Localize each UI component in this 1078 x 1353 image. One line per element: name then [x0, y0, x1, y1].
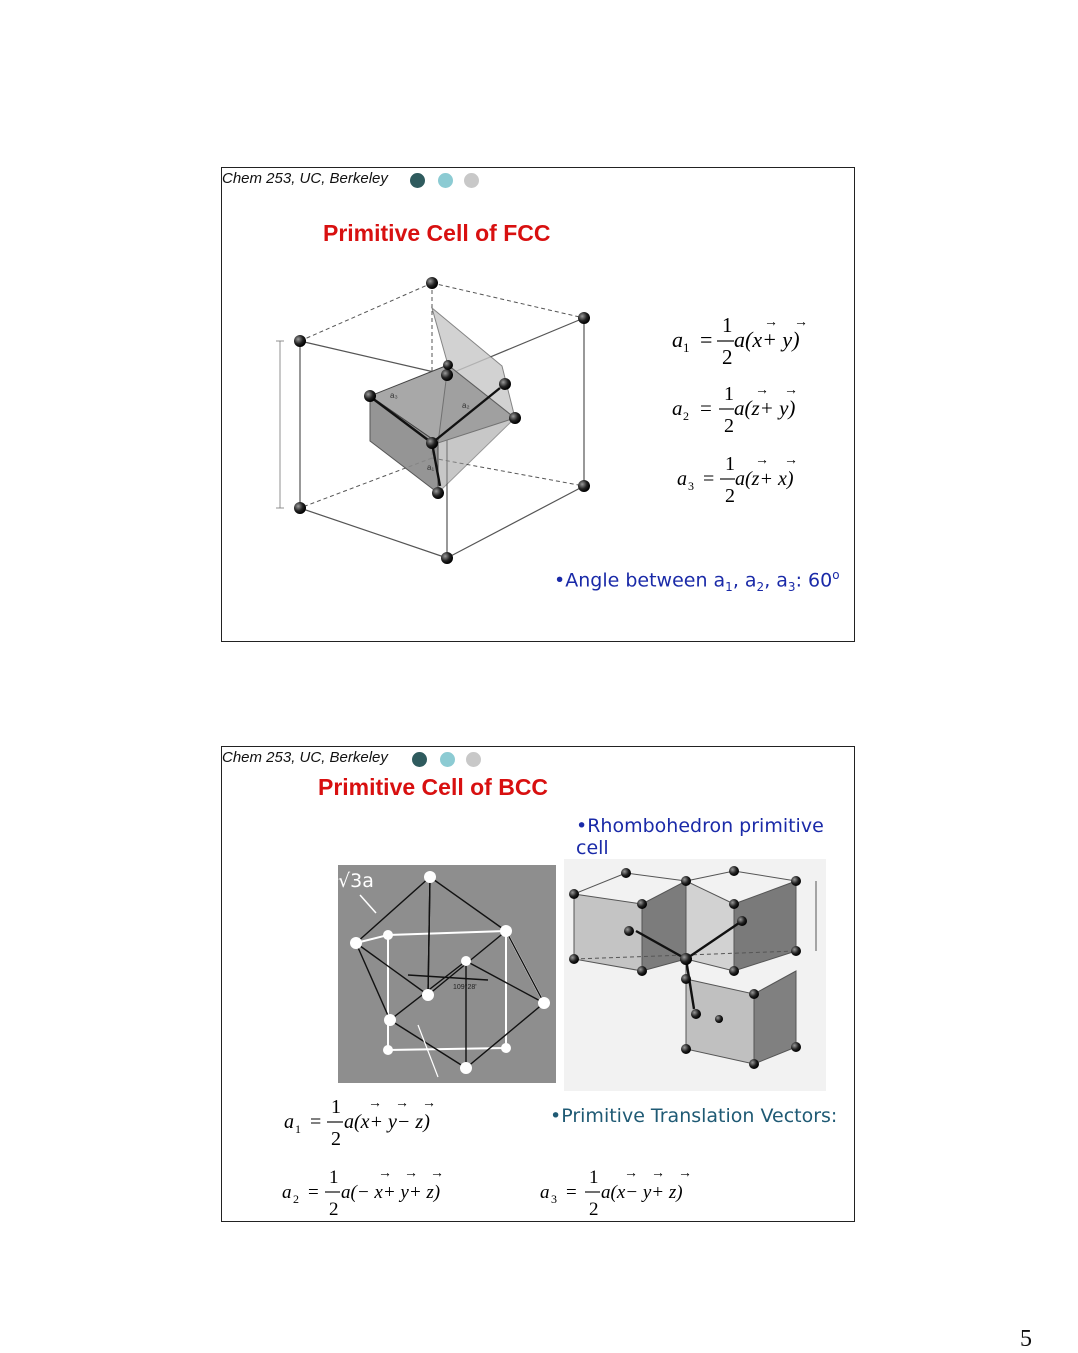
svg-text:→: →: [784, 383, 798, 398]
svg-text:→: →: [395, 1096, 409, 1111]
angle-label: 109°28': [453, 984, 477, 991]
svg-text:1: 1: [295, 1122, 301, 1136]
svg-text:→: →: [624, 1166, 638, 1181]
svg-text:a(z+ x): a(z+ x): [735, 468, 794, 490]
svg-text:=: =: [310, 1111, 322, 1133]
bcc-rhombohedron-figure: [338, 865, 556, 1083]
dot-grey: [464, 173, 479, 188]
svg-text:=: =: [700, 327, 713, 352]
svg-text:1: 1: [329, 1167, 339, 1188]
label-a2: a₂: [462, 401, 470, 410]
angle-note: •Angle between $a_1$, $a_2$, $a_3$: 60$^o$: [554, 568, 840, 595]
svg-text:→: →: [422, 1096, 436, 1111]
sqrt3a-label: √3a: [338, 870, 374, 892]
dot-grey: [466, 752, 481, 767]
svg-text:→: →: [794, 315, 808, 330]
svg-text:2: 2: [722, 345, 733, 369]
svg-text:=: =: [308, 1182, 319, 1203]
svg-text:1: 1: [683, 340, 690, 355]
svg-text:→: →: [678, 1166, 692, 1181]
svg-text:2: 2: [683, 409, 689, 423]
svg-text:2: 2: [293, 1192, 299, 1206]
svg-text:=: =: [566, 1182, 577, 1203]
equation-a3: [540, 1165, 740, 1226]
svg-text:2: 2: [331, 1128, 341, 1150]
slide-header: Chem 253, UC, Berkeley: [222, 170, 388, 187]
svg-text:1: 1: [725, 453, 735, 475]
equation-a3: [677, 452, 847, 513]
equation-a2: [282, 1165, 482, 1226]
svg-text:a: a: [282, 1182, 292, 1203]
svg-text:=: =: [703, 468, 715, 490]
svg-text:→: →: [378, 1166, 392, 1181]
svg-text:→: →: [651, 1166, 665, 1181]
rhombo-note: •Rhombohedron primitive cell: [576, 815, 824, 859]
svg-text:a: a: [540, 1182, 550, 1203]
slide-bcc: [221, 746, 855, 1222]
svg-text:a: a: [284, 1111, 294, 1133]
svg-text:2: 2: [589, 1199, 599, 1220]
dot-dark: [410, 173, 425, 188]
svg-text:→: →: [755, 453, 769, 468]
svg-text:→: →: [764, 315, 778, 330]
svg-text:a: a: [672, 327, 683, 352]
svg-text:a: a: [672, 396, 683, 420]
label-a3: a₃: [390, 391, 398, 400]
svg-text:1: 1: [724, 383, 734, 405]
svg-text:2: 2: [329, 1199, 339, 1220]
svg-text:→: →: [368, 1096, 382, 1111]
svg-text:→: →: [755, 383, 769, 398]
slide-title: Primitive Cell of BCC: [318, 774, 549, 800]
svg-text:→: →: [430, 1166, 444, 1181]
slide-title: Primitive Cell of FCC: [323, 220, 551, 246]
svg-text:2: 2: [724, 415, 734, 437]
slide-header: Chem 253, UC, Berkeley: [222, 749, 388, 766]
dot-light: [438, 173, 453, 188]
svg-text:3: 3: [551, 1192, 557, 1206]
dot-light: [440, 752, 455, 767]
svg-text:→: →: [404, 1166, 418, 1181]
svg-text:1: 1: [331, 1096, 341, 1118]
fcc-primitive-cell-figure: [262, 248, 622, 578]
svg-text:a(x+ y− z): a(x+ y− z): [344, 1111, 430, 1133]
equation-a1: [284, 1095, 484, 1156]
svg-text:a(− x+ y+ z): a(− x+ y+ z): [341, 1182, 441, 1203]
dot-dark: [412, 752, 427, 767]
svg-text:a(x− y+ z): a(x− y+ z): [601, 1182, 683, 1203]
svg-text:a: a: [677, 468, 687, 490]
equation-a2: [672, 382, 842, 443]
svg-text:a(x+ y): a(x+ y): [734, 327, 800, 352]
svg-text:1: 1: [589, 1167, 599, 1188]
svg-text:a(z+ y): a(z+ y): [734, 396, 796, 420]
svg-text:=: =: [700, 396, 712, 420]
equation-a1: [672, 314, 842, 375]
translation-vectors-note: •Primitive Translation Vectors:: [550, 1105, 838, 1127]
svg-text:3: 3: [688, 479, 694, 493]
bcc-primitive-vectors-figure: [564, 859, 826, 1091]
svg-text:→: →: [784, 453, 798, 468]
slide-fcc: [221, 167, 855, 642]
svg-text:1: 1: [722, 314, 733, 337]
page-number: 5: [1020, 1326, 1032, 1352]
label-a1: a₁: [427, 463, 435, 472]
svg-text:2: 2: [725, 485, 735, 507]
